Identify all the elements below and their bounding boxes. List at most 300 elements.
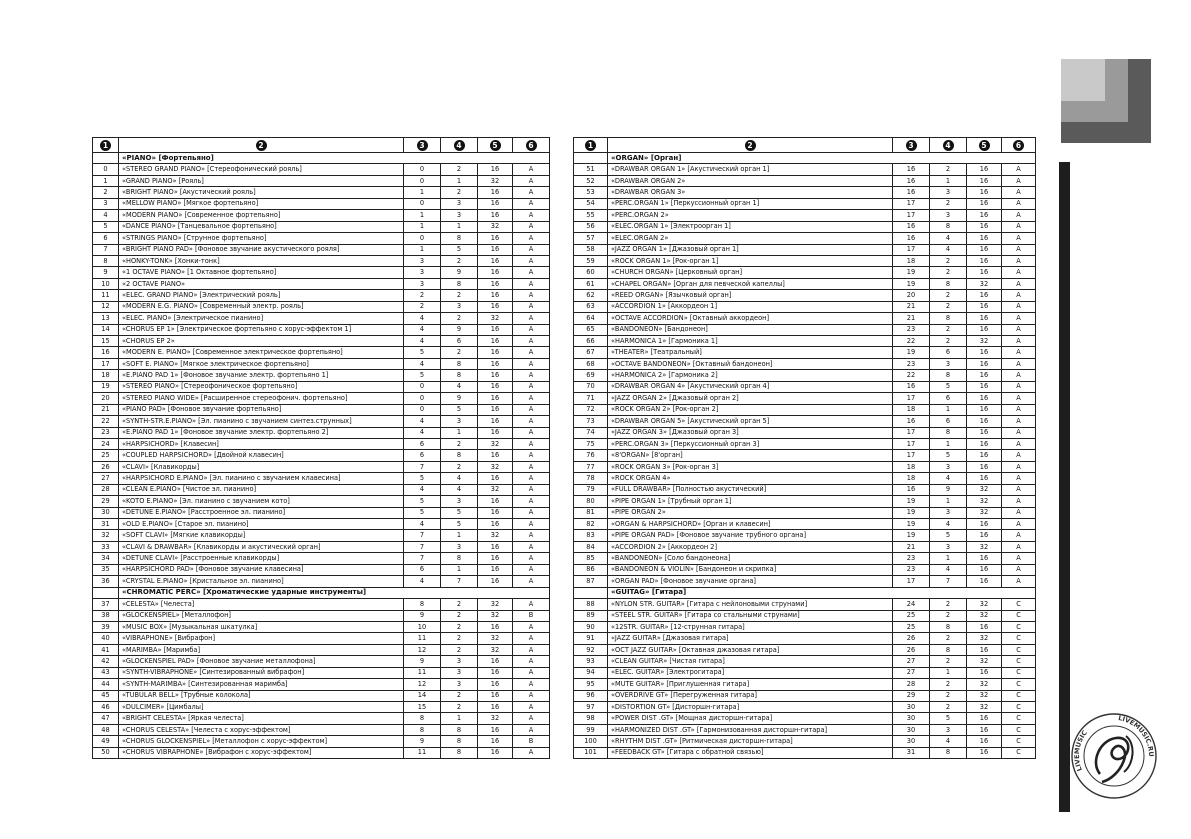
table-row — [574, 679, 1036, 690]
table-row — [93, 267, 550, 278]
col5-value: 16 — [967, 324, 1002, 335]
col5-value: 16 — [478, 370, 513, 381]
col3-value: 18 — [893, 461, 930, 472]
col4-value: 8 — [930, 221, 967, 232]
table-row — [93, 667, 550, 678]
col5-value: 32 — [478, 438, 513, 449]
header-cell — [93, 138, 119, 153]
table-row — [93, 336, 550, 347]
col5-value: 16 — [967, 267, 1002, 278]
table-row — [93, 702, 550, 713]
col5-value: 16 — [967, 621, 1002, 632]
col5-value: 16 — [967, 644, 1002, 655]
table-row — [574, 347, 1036, 358]
col4-value: 2 — [930, 290, 967, 301]
col5-value: 16 — [967, 747, 1002, 758]
col4-value: 6 — [930, 347, 967, 358]
table-row — [93, 290, 550, 301]
table-row — [574, 416, 1036, 427]
voice-number: 33 — [93, 541, 119, 552]
col6-value: A — [1002, 541, 1036, 552]
col5-value: 16 — [967, 347, 1002, 358]
voice-name: «STEREO PIANO WIDE» [Расширенное стереофонич. фортепьяно] — [119, 393, 404, 404]
col4-value: 5 — [441, 244, 478, 255]
col4-value: 8 — [441, 736, 478, 747]
col6-value: A — [513, 541, 550, 552]
voice-name: «GRAND PIANO» [Рояль] — [119, 175, 404, 186]
col4-value: 9 — [930, 484, 967, 495]
col6-value: A — [513, 702, 550, 713]
col6-value: A — [1002, 324, 1036, 335]
voice-name: «GLOCKENSPIEL PAD» [Фоновое звучание металлофона] — [119, 656, 404, 667]
col5-value: 16 — [478, 621, 513, 632]
col4-value: 8 — [930, 644, 967, 655]
col6-value: A — [513, 336, 550, 347]
voice-name: «SOFT E. PIANO» [Мягкое электрическое фортепьяно] — [119, 358, 404, 369]
col5-value: 16 — [967, 713, 1002, 724]
table-row — [574, 553, 1036, 564]
col5-value: 32 — [967, 541, 1002, 552]
col5-value: 16 — [478, 496, 513, 507]
voice-name: «ORGAN & HARPSICHORD» [Орган и клавесин] — [608, 519, 893, 530]
col5-value: 16 — [478, 724, 513, 735]
col3-value: 7 — [404, 461, 441, 472]
col5-value: 16 — [478, 702, 513, 713]
col4-value: 9 — [441, 267, 478, 278]
col5-value: 32 — [478, 175, 513, 186]
col5-value: 16 — [967, 393, 1002, 404]
col4-value: 3 — [930, 541, 967, 552]
voice-name: «MODERN E. PIANO» [Современное электрическое фортепьяно] — [119, 347, 404, 358]
table-row — [574, 358, 1036, 369]
voice-number: 9 — [93, 267, 119, 278]
voice-number: 91 — [574, 633, 608, 644]
voice-name: «NYLON STR. GUITAR» [Гитара с нейлоновыми струнами] — [608, 599, 893, 610]
table-row — [93, 644, 550, 655]
col6-value: A — [1002, 393, 1036, 404]
col4-value: 3 — [930, 461, 967, 472]
table-row — [93, 576, 550, 587]
col3-value: 5 — [404, 496, 441, 507]
col4-value: 8 — [930, 747, 967, 758]
section-title: «ORGAN» [Орган] — [608, 153, 1036, 164]
col3-value: 10 — [404, 621, 441, 632]
col6-value: A — [1002, 381, 1036, 392]
col6-value: A — [1002, 564, 1036, 575]
col4-value: 2 — [441, 438, 478, 449]
section-header-row — [574, 587, 1036, 598]
voice-name: «HARMONIZED DIST .GT» [Гармонизованная дисторшн-гитара] — [608, 724, 893, 735]
table-row — [574, 255, 1036, 266]
header-cell — [893, 138, 930, 153]
voice-name: «CRYSTAL E.PIANO» [Кристальное эл. пианино] — [119, 576, 404, 587]
voice-number: 90 — [574, 621, 608, 632]
voice-number: 53 — [574, 187, 608, 198]
voice-name: «CHORUS GLOCKENSPIEL» [Металлофон с хорус-эффектом] — [119, 736, 404, 747]
col6-value: A — [513, 244, 550, 255]
table-row — [574, 175, 1036, 186]
voice-name: «ELEC. PIANO» [Электрическое пианино] — [119, 313, 404, 324]
col3-value: 1 — [404, 187, 441, 198]
col4-value: 1 — [441, 530, 478, 541]
voice-number: 43 — [93, 667, 119, 678]
col3-value: 17 — [893, 427, 930, 438]
col3-value: 19 — [893, 496, 930, 507]
col6-value: A — [513, 210, 550, 221]
col5-value: 32 — [967, 599, 1002, 610]
col3-value: 27 — [893, 667, 930, 678]
voice-number: 58 — [574, 244, 608, 255]
table-row — [574, 164, 1036, 175]
livemusic-seal — [1070, 710, 1158, 806]
col5-value: 16 — [478, 290, 513, 301]
col4-value: 2 — [441, 313, 478, 324]
voice-name: «CLEAN GUITAR» [Чистая гитара] — [608, 656, 893, 667]
table-row — [574, 541, 1036, 552]
voice-number: 10 — [93, 278, 119, 289]
voice-name: «JAZZ GUITAR» [Джазовая гитара] — [608, 633, 893, 644]
col6-value: A — [513, 187, 550, 198]
col6-value: A — [1002, 347, 1036, 358]
col4-value: 4 — [930, 233, 967, 244]
table-row — [574, 507, 1036, 518]
col5-value: 16 — [967, 198, 1002, 209]
col3-value: 25 — [893, 621, 930, 632]
voice-number: 98 — [574, 713, 608, 724]
voice-number: 17 — [93, 358, 119, 369]
col4-value: 8 — [930, 278, 967, 289]
col5-value: 16 — [478, 404, 513, 415]
voice-name: «JAZZ ORGAN 2» [Джазовый орган 2] — [608, 393, 893, 404]
col3-value: 21 — [893, 541, 930, 552]
col3-value: 16 — [893, 484, 930, 495]
voice-name: «CLAVI» [Клавикорды] — [119, 461, 404, 472]
voice-name: «HARPSICHORD PAD» [Фоновое звучание клавесина] — [119, 564, 404, 575]
col5-value: 32 — [967, 690, 1002, 701]
col3-value: 19 — [893, 519, 930, 530]
col4-value: 2 — [930, 324, 967, 335]
col3-value: 14 — [404, 690, 441, 701]
voice-number: 78 — [574, 473, 608, 484]
col4-value: 5 — [930, 530, 967, 541]
column-number-badge: 4 — [943, 140, 954, 151]
voice-name: «HARPSICHORD E.PIANO» [Эл. пианино с звучанием клавесина] — [119, 473, 404, 484]
voice-name: «ELEC. GUITAR» [Электрогитара] — [608, 667, 893, 678]
voice-number: 59 — [574, 255, 608, 266]
voice-name: «DRAWBAR ORGAN 2» — [608, 175, 893, 186]
header-cell — [967, 138, 1002, 153]
voice-number: 48 — [93, 724, 119, 735]
table-row — [93, 255, 550, 266]
col6-value: A — [513, 644, 550, 655]
col5-value: 16 — [967, 519, 1002, 530]
table-row — [574, 667, 1036, 678]
col3-value: 26 — [893, 633, 930, 644]
voice-number: 2 — [93, 187, 119, 198]
voice-number: 77 — [574, 461, 608, 472]
col3-value: 21 — [893, 313, 930, 324]
col3-value: 2 — [404, 301, 441, 312]
table-row — [574, 461, 1036, 472]
voice-name: «PERC.ORGAN 3» [Перкуссионный орган 3] — [608, 438, 893, 449]
col6-value: A — [513, 221, 550, 232]
col6-value: A — [1002, 496, 1036, 507]
col5-value: 16 — [478, 267, 513, 278]
col3-value: 17 — [893, 576, 930, 587]
col5-value: 16 — [478, 381, 513, 392]
voice-number: 45 — [93, 690, 119, 701]
col4-value: 2 — [441, 347, 478, 358]
col3-value: 22 — [893, 336, 930, 347]
col3-value: 28 — [893, 679, 930, 690]
table-row — [93, 244, 550, 255]
col4-value: 6 — [930, 416, 967, 427]
col3-value: 17 — [893, 438, 930, 449]
col4-value: 3 — [930, 187, 967, 198]
voice-name: «REED ORGAN» [Язычковый орган] — [608, 290, 893, 301]
table-row — [574, 301, 1036, 312]
voice-number: 88 — [574, 599, 608, 610]
table-row — [93, 324, 550, 335]
col3-value: 18 — [893, 404, 930, 415]
table-row — [574, 244, 1036, 255]
col6-value: A — [513, 404, 550, 415]
col6-value: A — [513, 358, 550, 369]
voice-name: «1 OCTAVE PIANO» [1 Октавное фортепьяно] — [119, 267, 404, 278]
voice-number: 29 — [93, 496, 119, 507]
voice-name: «OCTAVE BANDONEON» [Октавный бандонеон] — [608, 358, 893, 369]
voice-number: 86 — [574, 564, 608, 575]
header-cell — [574, 138, 608, 153]
col6-value: A — [513, 393, 550, 404]
col6-value: A — [1002, 358, 1036, 369]
col3-value: 19 — [893, 507, 930, 518]
col6-value: A — [513, 461, 550, 472]
section-empty-cell — [93, 153, 119, 164]
col3-value: 0 — [404, 381, 441, 392]
voice-name: «MODERN E.G. PIANO» [Современный электр. рояль] — [119, 301, 404, 312]
col3-value: 4 — [404, 416, 441, 427]
voice-number: 37 — [93, 599, 119, 610]
col4-value: 2 — [441, 461, 478, 472]
col3-value: 15 — [404, 702, 441, 713]
voice-name: «SYNTH-STR.E.PIANO» [Эл. пианино с звучанием синтез.струнных] — [119, 416, 404, 427]
col5-value: 16 — [967, 221, 1002, 232]
table-row — [93, 393, 550, 404]
col4-value: 2 — [441, 621, 478, 632]
col6-value: A — [1002, 370, 1036, 381]
voice-name: «DISTORTION GT» [Дисторшн-гитара] — [608, 702, 893, 713]
side-bar — [1059, 162, 1070, 812]
col4-value: 5 — [441, 507, 478, 518]
voice-number: 99 — [574, 724, 608, 735]
col5-value: 16 — [967, 255, 1002, 266]
col3-value: 16 — [893, 175, 930, 186]
voice-name: «OVERDRIVE GT» [Перегруженная гитара] — [608, 690, 893, 701]
col3-value: 30 — [893, 724, 930, 735]
col3-value: 3 — [404, 278, 441, 289]
voice-name: «DETUNE CLAVI» [Расстроенные клавикорды] — [119, 553, 404, 564]
voice-name: «STEREO GRAND PIANO» [Стереофонический рояль] — [119, 164, 404, 175]
voice-name: «FULL DRAWBAR» [Полностью акустический] — [608, 484, 893, 495]
col6-value: A — [1002, 187, 1036, 198]
col6-value: A — [513, 198, 550, 209]
col3-value: 11 — [404, 667, 441, 678]
seal-text-left: LIVEMUSIC — [1072, 728, 1089, 773]
col6-value: A — [513, 713, 550, 724]
col5-value: 32 — [967, 633, 1002, 644]
voice-number: 87 — [574, 576, 608, 587]
section-title: «PIANO» [Фортепьяно] — [119, 153, 550, 164]
voice-number: 71 — [574, 393, 608, 404]
col5-value: 16 — [478, 747, 513, 758]
table-row — [93, 564, 550, 575]
table-row — [93, 175, 550, 186]
voice-name: «HARPSICHORD» [Клавесин] — [119, 438, 404, 449]
col6-value: A — [1002, 290, 1036, 301]
col3-value: 6 — [404, 450, 441, 461]
col3-value: 11 — [404, 633, 441, 644]
col5-value: 16 — [967, 370, 1002, 381]
col5-value: 16 — [478, 519, 513, 530]
col4-value: 4 — [930, 473, 967, 484]
voice-name: «CHORUS EP 1» [Электрическое фортепьяно с хорус-эффектом 1] — [119, 324, 404, 335]
col4-value: 2 — [930, 633, 967, 644]
table-row — [574, 656, 1036, 667]
voice-number: 94 — [574, 667, 608, 678]
voice-name: «MODERN PIANO» [Современное фортепьяно] — [119, 210, 404, 221]
col6-value: A — [1002, 313, 1036, 324]
col5-value: 32 — [967, 336, 1002, 347]
col5-value: 32 — [967, 507, 1002, 518]
col6-value: A — [513, 473, 550, 484]
voice-table-left — [92, 137, 550, 759]
col3-value: 9 — [404, 736, 441, 747]
col6-value: A — [513, 233, 550, 244]
col5-value: 16 — [478, 198, 513, 209]
col3-value: 3 — [404, 255, 441, 266]
col6-value: A — [1002, 278, 1036, 289]
col4-value: 3 — [930, 358, 967, 369]
col6-value: A — [1002, 255, 1036, 266]
table-row — [574, 473, 1036, 484]
table-row — [93, 278, 550, 289]
col4-value: 2 — [441, 164, 478, 175]
col3-value: 8 — [404, 599, 441, 610]
voice-name: «ROCK ORGAN 1» [Рок-орган 1] — [608, 255, 893, 266]
voice-name: «SOFT CLAVI» [Мягкие клавикорды] — [119, 530, 404, 541]
col5-value: 32 — [967, 702, 1002, 713]
section-header-row — [93, 587, 550, 598]
col4-value: 8 — [441, 747, 478, 758]
voice-name: «E.PIANO PAD 1» [Фоновое звучание электр. фортепьяно 1] — [119, 370, 404, 381]
column-number-badge: 6 — [1013, 140, 1024, 151]
col6-value: A — [513, 679, 550, 690]
table-row — [93, 621, 550, 632]
voice-number: 6 — [93, 233, 119, 244]
col3-value: 30 — [893, 713, 930, 724]
voice-number: 54 — [574, 198, 608, 209]
voice-number: 7 — [93, 244, 119, 255]
voice-name: «KOTO E.PIANO» [Эл. пианино с звучанием кото] — [119, 496, 404, 507]
voice-name: «OLD E.PIANO» [Старое эл. пианино] — [119, 519, 404, 530]
voice-name: «PIPE ORGAN 1» [Трубный орган 1] — [608, 496, 893, 507]
section-empty-cell — [93, 587, 119, 598]
voice-table-right — [573, 137, 1036, 759]
col5-value: 16 — [478, 278, 513, 289]
voice-name: «HONKY-TONK» [Хонки-тонк] — [119, 255, 404, 266]
col3-value: 2 — [404, 290, 441, 301]
col5-value: 32 — [967, 656, 1002, 667]
voice-number: 42 — [93, 656, 119, 667]
table-row — [93, 347, 550, 358]
voice-number: 50 — [93, 747, 119, 758]
col4-value: 4 — [441, 484, 478, 495]
voice-name: «PIPE ORGAN 2» — [608, 507, 893, 518]
col4-value: 5 — [930, 381, 967, 392]
col6-value: A — [1002, 530, 1036, 541]
col4-value: 2 — [441, 599, 478, 610]
col3-value: 16 — [893, 164, 930, 175]
voice-number: 40 — [93, 633, 119, 644]
col4-value: 2 — [441, 690, 478, 701]
col4-value: 5 — [930, 450, 967, 461]
col5-value: 32 — [478, 461, 513, 472]
voice-name: «STEREO PIANO» [Стереофоническое фортепьяно] — [119, 381, 404, 392]
col4-value: 8 — [930, 313, 967, 324]
col6-value: A — [513, 278, 550, 289]
voice-number: 76 — [574, 450, 608, 461]
col3-value: 23 — [893, 324, 930, 335]
voice-name: «JAZZ ORGAN 3» [Джазовый орган 3] — [608, 427, 893, 438]
voice-name: «HARMONICA 1» [Гармоника 1] — [608, 336, 893, 347]
col6-value: C — [1002, 736, 1036, 747]
voice-number: 62 — [574, 290, 608, 301]
col3-value: 4 — [404, 576, 441, 587]
col3-value: 5 — [404, 347, 441, 358]
voice-name: «DRAWBAR ORGAN 4» [Акустический орган 4] — [608, 381, 893, 392]
col4-value: 3 — [441, 210, 478, 221]
col5-value: 16 — [967, 290, 1002, 301]
table-row — [574, 599, 1036, 610]
table-row — [93, 358, 550, 369]
col5-value: 32 — [967, 278, 1002, 289]
col6-value: C — [1002, 713, 1036, 724]
col5-value: 32 — [478, 633, 513, 644]
col5-value: 16 — [967, 244, 1002, 255]
col4-value: 8 — [930, 427, 967, 438]
col6-value: A — [513, 438, 550, 449]
col4-value: 4 — [441, 381, 478, 392]
col5-value: 16 — [967, 564, 1002, 575]
col4-value: 4 — [930, 519, 967, 530]
col3-value: 7 — [404, 530, 441, 541]
col3-value: 6 — [404, 564, 441, 575]
col3-value: 19 — [893, 267, 930, 278]
col3-value: 19 — [893, 347, 930, 358]
voice-number: 89 — [574, 610, 608, 621]
col5-value: 16 — [478, 679, 513, 690]
col6-value: A — [513, 450, 550, 461]
voice-name: «12STR. GUITAR» [12-струнная гитара] — [608, 621, 893, 632]
voice-number: 93 — [574, 656, 608, 667]
table-row — [574, 187, 1036, 198]
col6-value: A — [1002, 416, 1036, 427]
table-row — [574, 313, 1036, 324]
voice-name: «CHAPEL ORGAN» [Орган для певческой капеллы] — [608, 278, 893, 289]
col4-value: 5 — [441, 519, 478, 530]
col6-value: A — [513, 564, 550, 575]
